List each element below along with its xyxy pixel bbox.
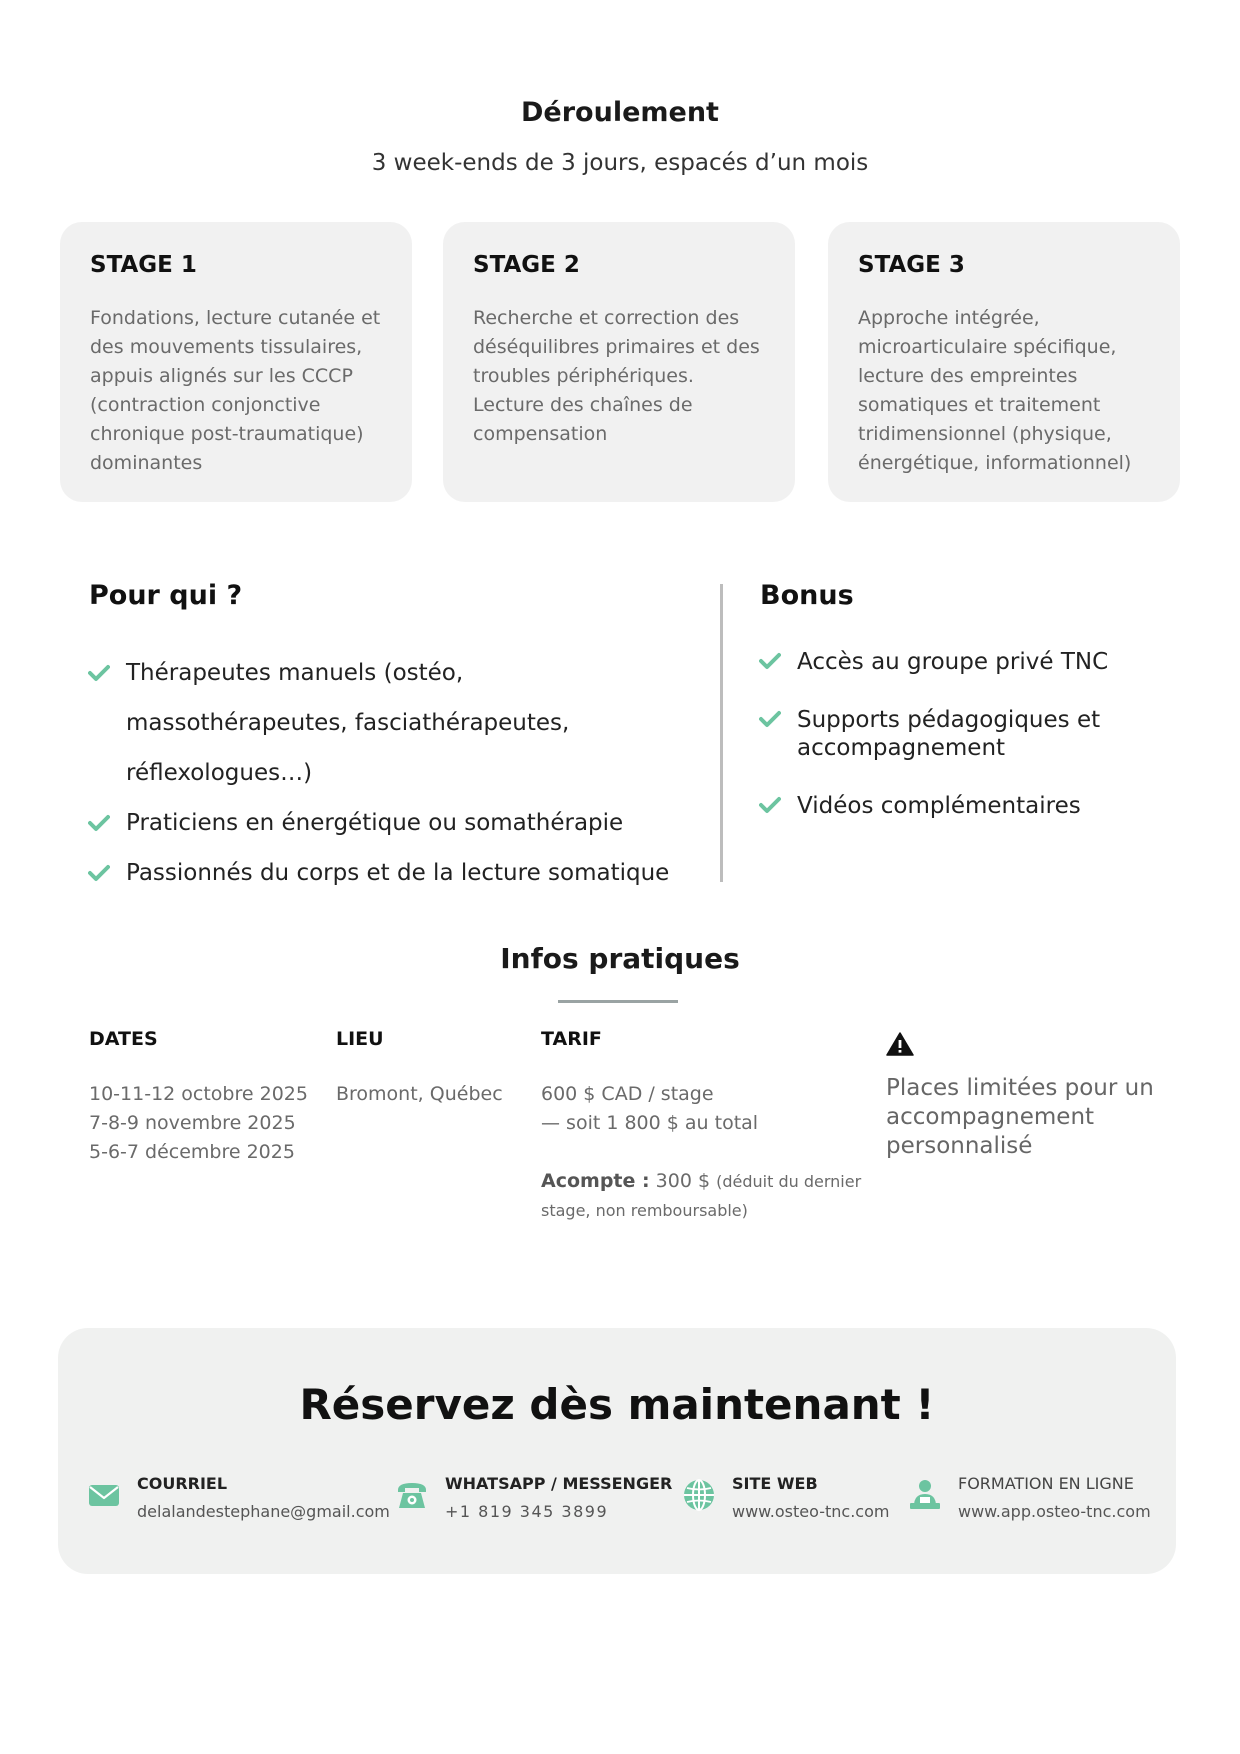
date-item: 5-6-7 décembre 2025 bbox=[89, 1141, 295, 1163]
stage-title: STAGE 2 bbox=[473, 252, 580, 278]
pour-qui-list bbox=[88, 648, 688, 898]
title-underline bbox=[558, 1000, 678, 1003]
phone-icon bbox=[395, 1478, 429, 1512]
pour-qui-title: Pour qui ? bbox=[89, 580, 243, 611]
check-icon bbox=[88, 814, 110, 832]
contact-value[interactable]: www.app.osteo-tnc.com bbox=[958, 1502, 1151, 1521]
contact-label: FORMATION EN LIGNE bbox=[958, 1474, 1134, 1493]
contact-value[interactable]: www.osteo-tnc.com bbox=[732, 1502, 890, 1521]
contact-value[interactable]: +1 819 345 3899 bbox=[445, 1502, 609, 1521]
stage-description: Recherche et correction des déséquilibres primaires et des troubles périphériques. Lecture des chaînes de compensation bbox=[473, 307, 760, 445]
list-item-text: Passionnés du corps et de la lecture somatique bbox=[126, 860, 670, 886]
check-icon bbox=[88, 664, 110, 682]
list-item-text: Praticiens en énergétique ou somathérapie bbox=[126, 810, 624, 836]
stage-card-1 bbox=[60, 222, 412, 502]
stage-card-2 bbox=[443, 222, 795, 502]
list-item bbox=[759, 792, 1139, 820]
list-item bbox=[88, 648, 688, 798]
bonus-title: Bonus bbox=[760, 580, 854, 611]
date-item: 7-8-9 novembre 2025 bbox=[89, 1112, 296, 1134]
list-item-text: Thérapeutes manuels (ostéo, massothérapeutes, fasciathérapeutes, réflexologues…) bbox=[126, 660, 570, 786]
check-icon bbox=[759, 652, 781, 670]
list-item-text: Supports pédagogiques et accompagnement bbox=[797, 707, 1101, 761]
acompte-line bbox=[541, 1167, 871, 1225]
check-icon bbox=[759, 796, 781, 814]
dates-label: DATES bbox=[89, 1028, 158, 1050]
reserve-title: Réservez dès maintenant ! bbox=[299, 1380, 935, 1429]
stage-title: STAGE 3 bbox=[858, 252, 965, 278]
column-divider bbox=[720, 584, 723, 882]
tarif-line: 600 $ CAD / stage bbox=[541, 1083, 714, 1105]
tarif-label: TARIF bbox=[541, 1028, 602, 1050]
list-item bbox=[759, 648, 1139, 676]
tarif-line: — soit 1 800 $ au total bbox=[541, 1112, 759, 1134]
bonus-list bbox=[759, 648, 1139, 820]
contact-label: SITE WEB bbox=[732, 1474, 818, 1493]
stage-card-3 bbox=[828, 222, 1180, 502]
list-item bbox=[88, 798, 688, 848]
check-icon bbox=[759, 710, 781, 728]
acompte-value: 300 $ bbox=[655, 1170, 711, 1192]
acompte-note: (déduit du dernier stage, non remboursable) bbox=[541, 1172, 862, 1220]
contact-label: COURRIEL bbox=[137, 1474, 228, 1493]
list-item-text: Accès au groupe privé TNC bbox=[797, 649, 1109, 675]
date-item: 10-11-12 octobre 2025 bbox=[89, 1083, 308, 1105]
lieu-value: Bromont, Québec bbox=[336, 1083, 503, 1105]
list-item bbox=[88, 848, 688, 898]
list-item-text: Vidéos complémentaires bbox=[797, 793, 1081, 819]
globe-icon bbox=[682, 1478, 716, 1512]
contact-value[interactable]: delalandestephane@gmail.com bbox=[137, 1502, 390, 1521]
lieu-label: LIEU bbox=[336, 1028, 384, 1050]
envelope-icon bbox=[87, 1478, 121, 1512]
stage-description: Fondations, lecture cutanée et des mouvements tissulaires, appuis alignés sur les CCCP (contraction conjonctive chronique post-traumatique) dominantes bbox=[90, 307, 381, 474]
contact-label: WHATSAPP / MESSENGER bbox=[445, 1474, 673, 1493]
acompte-label: Acompte : bbox=[541, 1170, 650, 1192]
tarif-block bbox=[541, 1080, 871, 1225]
user-computer-icon bbox=[908, 1478, 942, 1512]
infos-title: Infos pratiques bbox=[500, 942, 740, 975]
places-limitees: Places limitées pour un accompagnement personnalisé bbox=[886, 1075, 1154, 1159]
dates-list bbox=[89, 1080, 308, 1167]
stage-description: Approche intégrée, microarticulaire spécifique, lecture des empreintes somatiques et traitement tridimensionnel (physique, énergétique, informationnel) bbox=[858, 307, 1132, 474]
stage-title: STAGE 1 bbox=[90, 252, 197, 278]
reserve-panel bbox=[58, 1328, 1176, 1574]
deroulement-subtitle: 3 week-ends de 3 jours, espacés d’un mois bbox=[371, 150, 869, 176]
warning-triangle-icon bbox=[886, 1032, 914, 1056]
list-item bbox=[759, 706, 1119, 762]
deroulement-title: Déroulement bbox=[521, 97, 719, 128]
check-icon bbox=[88, 864, 110, 882]
